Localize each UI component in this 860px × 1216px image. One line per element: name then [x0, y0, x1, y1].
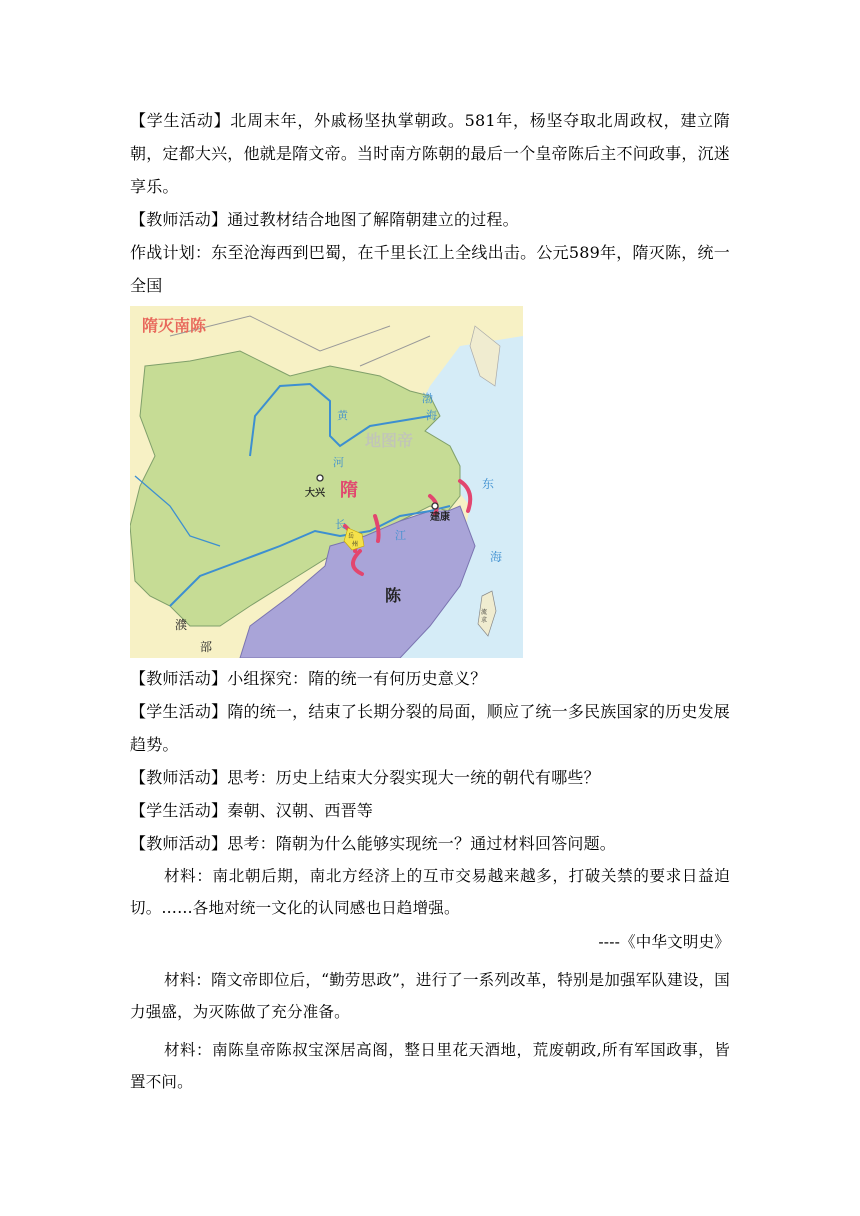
activity-tag: 【教师活动】: [130, 210, 228, 229]
yangtze-label-1: 长: [335, 518, 346, 531]
paragraph-text: 思考：历史上结束大分裂实现大一统的朝代有哪些？: [227, 768, 600, 787]
bohai-label-1: 渤: [422, 392, 433, 405]
paragraph-battle-plan: [130, 236, 730, 302]
sui-conquest-map: [130, 306, 523, 658]
paragraph-student-3: [130, 794, 730, 827]
liuqiu-label-1: 流: [481, 609, 488, 616]
jiankang-marker: [432, 503, 438, 509]
material-3: 材料：南陈皇帝陈叔宝深居高阁，整日里花天酒地，荒废朝政,所有军国政事，皆置不问。: [130, 1041, 730, 1091]
bohai-label-2: 海: [426, 409, 437, 422]
paragraph-text: 北周末年，外戚杨坚执掌朝政。581年，杨坚夺取北周政权，建立隋朝，定都大兴，他就是隋文帝。当时南方陈朝的最后一个皇帝陈后主不问政事，沉迷享乐。: [130, 111, 730, 196]
paragraph-teacher-2: [130, 662, 730, 695]
material-1: 材料：南北朝后期，南北方经济上的互市交易越来越多，打破关禁的要求日益迫切。……各地对统一文化的认同感也日趋增强。: [130, 867, 730, 917]
activity-tag: 【学生活动】: [130, 111, 231, 130]
map-title: 隋灭南陈: [142, 316, 207, 335]
liuqiu-label-2: 求: [481, 617, 488, 624]
yuezhou-label-2: 州: [352, 541, 359, 548]
material-1-source: ----《中华文明史》: [598, 933, 730, 951]
activity-tag: 【教师活动】: [130, 834, 228, 853]
jiankang-label: 建康: [430, 512, 450, 523]
sui-label: 隋: [340, 480, 358, 501]
paragraph-teacher-1: [130, 203, 730, 236]
east-sea-label-2: 海: [490, 550, 503, 564]
paragraph-text: 秦朝、汉朝、西晋等: [227, 801, 374, 820]
map-watermark: 地图帝: [365, 431, 414, 450]
paragraph-teacher-3: [130, 761, 730, 794]
paragraph-text: 思考：隋朝为什么能够实现统一？通过材料回答问题。: [227, 834, 617, 853]
bu-label: 部: [200, 640, 213, 654]
paragraph-student-2: [130, 695, 730, 761]
paragraph-text: 隋的统一，结束了长期分裂的局面，顺应了统一多民族国家的历史发展趋势。: [130, 702, 731, 754]
yellow-river-label-1: 黄: [337, 409, 348, 422]
activity-tag: 【教师活动】: [130, 669, 228, 688]
activity-tag: 【学生活动】: [130, 702, 228, 721]
paragraph-text: 小组探究：隋的统一有何历史意义？: [227, 669, 487, 688]
activity-tag: 【教师活动】: [130, 768, 228, 787]
yangtze-label-2: 江: [395, 529, 406, 542]
yuezhou-label-1: 岳: [348, 533, 355, 540]
activity-tag: 【学生活动】: [130, 801, 228, 820]
document-page: [130, 104, 730, 1098]
chen-label: 陈: [385, 586, 402, 605]
map-svg: [130, 306, 523, 658]
pu-label: 濮: [175, 618, 188, 632]
paragraph-text: 作战计划：东至沧海西到巴蜀，在千里长江上全线出击。公元589年，隋灭陈，统一全国: [130, 243, 730, 295]
paragraph-teacher-4: [130, 827, 730, 860]
paragraph-text: 通过教材结合地图了解隋朝建立的过程。: [227, 210, 519, 229]
daxing-marker: [317, 475, 323, 481]
material-2: 材料：隋文帝即位后，“勤劳思政”，进行了一系列改革，特别是加强军队建设，国力强盛，为灭陈做了充分准备。: [130, 971, 730, 1021]
daxing-label: 大兴: [305, 488, 325, 499]
yellow-river-label-2: 河: [333, 456, 344, 469]
paragraph-student-1: [130, 104, 730, 203]
east-sea-label-1: 东: [482, 477, 495, 491]
